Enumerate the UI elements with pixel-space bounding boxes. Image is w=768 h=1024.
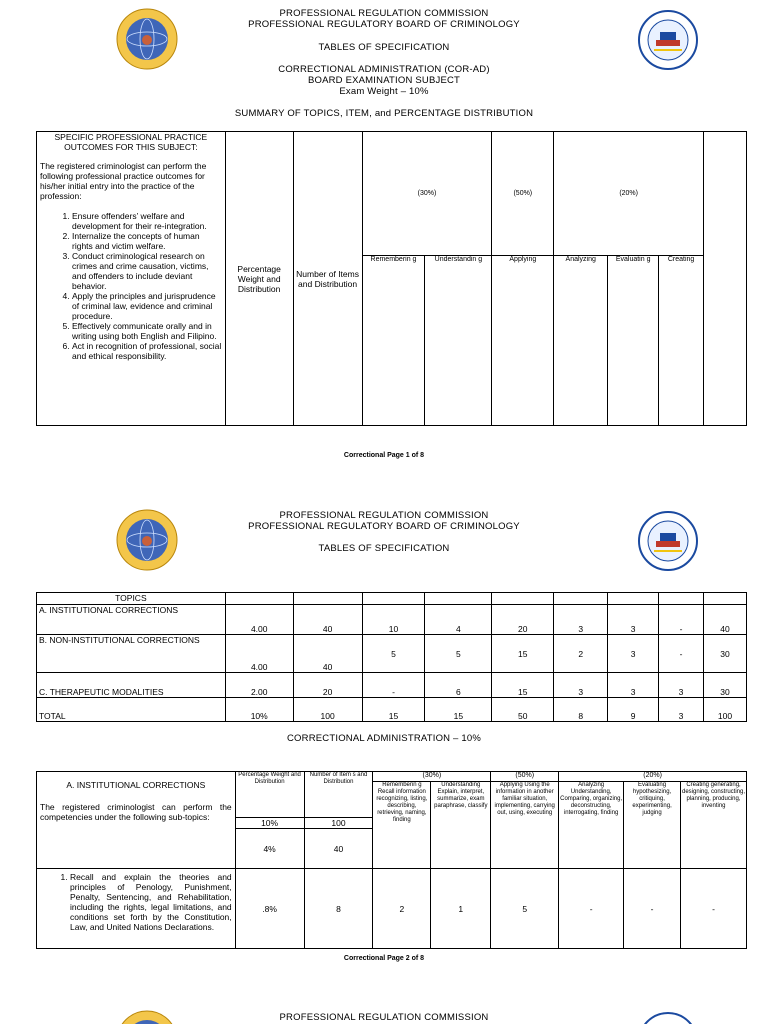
topic-name: A. INSTITUTIONAL CORRECTIONS bbox=[37, 605, 226, 635]
items-sub: 40 bbox=[304, 829, 373, 869]
competency-item: 1. Recall and explain the theories and principles of Penology, Punishment, Penalty, Sentencing, and Rehabilitation, including the rights, legal limitations, and conditions set forth by the Constitution, Law, and United Nations Declarations. bbox=[70, 872, 232, 932]
page-footer-2: Correctional Page 2 of 8 bbox=[343, 955, 425, 962]
pct-50-header: (50%) bbox=[492, 132, 554, 256]
pct-30-header: (30%) bbox=[362, 132, 492, 256]
competency-remembering: 2 bbox=[373, 869, 431, 949]
topic-items: 20 bbox=[293, 673, 362, 698]
topic-intro: The registered criminologist can perform the competencies under the following sub-topics: bbox=[40, 802, 232, 822]
topic-applying: 15 bbox=[492, 673, 554, 698]
outcome-item: 6. Act in recognition of professional, social and ethical responsibility. bbox=[72, 341, 222, 361]
topic-understanding: 15 bbox=[425, 698, 492, 722]
pct-30-header: (30%) bbox=[373, 772, 491, 782]
topic-understanding: 4 bbox=[425, 605, 492, 635]
doc-title: TABLES OF SPECIFICATION bbox=[318, 543, 450, 554]
topic-applying: 15 bbox=[492, 635, 554, 673]
pct-20-header: (20%) bbox=[559, 772, 747, 782]
board-name: PROFESSIONAL REGULATORY BOARD OF CRIMINOLOGY bbox=[248, 521, 520, 532]
topic-understanding: 6 bbox=[425, 673, 492, 698]
doc-title: TABLES OF SPECIFICATION bbox=[318, 42, 450, 53]
topic-weight: 4.00 bbox=[225, 605, 293, 635]
topic-items: 40 bbox=[293, 635, 362, 673]
exam-weight: Exam Weight – 10% bbox=[339, 86, 429, 97]
competency-items: 8 bbox=[304, 869, 373, 949]
topic-analyzing: 3 bbox=[554, 673, 608, 698]
weight-sub: 4% bbox=[235, 829, 304, 869]
topic-total: 30 bbox=[703, 635, 746, 673]
level-creating-desc: Creating generating, designing, constructing, planning, producing, inventing bbox=[681, 782, 747, 869]
weight-header: Percentage Weight and Distribution bbox=[225, 132, 293, 426]
topic-creating: 3 bbox=[659, 698, 704, 722]
competency-analyzing: - bbox=[559, 869, 624, 949]
outcomes-intro: The registered criminologist can perform the following professional practice outcomes for his/her initial entry into the practice of the profession: bbox=[40, 161, 207, 201]
level-analyzing-desc: Analyzing Understanding, Comparing, organizing, deconstructing, interrogating, finding bbox=[559, 782, 624, 869]
topics-header: TOPICS bbox=[37, 593, 226, 605]
topic-weight: 10% bbox=[225, 698, 293, 722]
outcomes-table bbox=[36, 131, 747, 426]
topic-remembering: 5 bbox=[362, 635, 425, 673]
topic-remembering: 10 bbox=[362, 605, 425, 635]
weight-header: Percentage Weight and Distribution bbox=[235, 772, 304, 818]
topic-creating: - bbox=[659, 605, 704, 635]
topic-applying: 50 bbox=[492, 698, 554, 722]
section-title: CORRECTIONAL ADMINISTRATION – 10% bbox=[287, 733, 481, 744]
topic-evaluating: 3 bbox=[608, 673, 659, 698]
page-footer-1: Correctional Page 1 of 8 bbox=[343, 452, 425, 459]
org-name: PROFESSIONAL REGULATION COMMISSION bbox=[279, 8, 489, 19]
level-creating: Creating bbox=[659, 256, 704, 426]
weight-total: 10% bbox=[235, 818, 304, 829]
topic-remembering: 15 bbox=[362, 698, 425, 722]
topic-creating: - bbox=[659, 635, 704, 673]
org-name: PROFESSIONAL REGULATION COMMISSION bbox=[279, 510, 489, 521]
outcome-item: 1. Ensure offenders’ welfare and development for their re-integration. bbox=[72, 211, 222, 231]
topic-analyzing: 8 bbox=[554, 698, 608, 722]
topic-name: TOTAL bbox=[37, 698, 226, 722]
topic-weight: 2.00 bbox=[225, 673, 293, 698]
level-analyzing: Analyzing bbox=[554, 256, 608, 426]
org-name: PROFESSIONAL REGULATION COMMISSION bbox=[279, 1012, 489, 1023]
summary-table bbox=[36, 592, 747, 722]
topic-total: 100 bbox=[703, 698, 746, 722]
summary-title: SUMMARY OF TOPICS, ITEM, and PERCENTAGE DISTRIBUTION bbox=[234, 108, 534, 119]
subject-type: BOARD EXAMINATION SUBJECT bbox=[307, 75, 461, 86]
pct-50-header: (50%) bbox=[491, 772, 559, 782]
outcome-item: 3. Conduct criminological research on crimes and crime causation, victims, and offenders to include deviant behavior. bbox=[72, 251, 222, 291]
level-applying: Applying bbox=[492, 256, 554, 426]
outcomes-cell bbox=[37, 132, 226, 426]
topic-name: C. THERAPEUTIC MODALITIES bbox=[37, 673, 226, 698]
competency-evaluating: - bbox=[624, 869, 681, 949]
topic-total: 30 bbox=[703, 673, 746, 698]
competency-row bbox=[37, 869, 236, 949]
topic-name: B. NON-INSTITUTIONAL CORRECTIONS bbox=[37, 635, 226, 673]
topic-heading: A. INSTITUTIONAL CORRECTIONS bbox=[66, 780, 206, 790]
level-evaluating: Evaluatin g bbox=[608, 256, 659, 426]
subject-name: CORRECTIONAL ADMINISTRATION (COR-AD) bbox=[278, 64, 490, 75]
outcomes-heading: SPECIFIC PROFESSIONAL PRACTICE OUTCOMES FOR THIS SUBJECT: bbox=[54, 132, 208, 152]
competency-creating: - bbox=[681, 869, 747, 949]
board-name: PROFESSIONAL REGULATORY BOARD OF CRIMINOLOGY bbox=[248, 19, 520, 30]
blank-cell bbox=[704, 132, 747, 426]
topic-cell bbox=[37, 772, 236, 869]
topic-items: 100 bbox=[293, 698, 362, 722]
topic-evaluating: 9 bbox=[608, 698, 659, 722]
topic-analyzing: 3 bbox=[554, 605, 608, 635]
level-understanding-desc: Understanding Explain, interpret, summarize, exam paraphrase, classify bbox=[431, 782, 491, 869]
topic-remembering: - bbox=[362, 673, 425, 698]
topic-evaluating: 3 bbox=[608, 635, 659, 673]
items-header: Number of Items and Distribution bbox=[293, 132, 362, 426]
topic-understanding: 5 bbox=[425, 635, 492, 673]
topic-weight: 4.00 bbox=[225, 635, 293, 673]
topic-creating: 3 bbox=[659, 673, 704, 698]
topic-total: 40 bbox=[703, 605, 746, 635]
level-applying-desc: Applying Using the information in another familiar situation, implementing, carrying out, using, executing bbox=[491, 782, 559, 869]
topic-analyzing: 2 bbox=[554, 635, 608, 673]
competency-understanding: 1 bbox=[431, 869, 491, 949]
outcome-item: 5. Effectively communicate orally and in writing using both English and Filipino. bbox=[72, 321, 222, 341]
level-remembering-desc: Rememberin g Recall information recognizing, listing, describing, retrieving, naming, finding bbox=[373, 782, 431, 869]
topic-items: 40 bbox=[293, 605, 362, 635]
outcome-item: 2. Internalize the concepts of human rights and victim welfare. bbox=[72, 231, 222, 251]
competency-table bbox=[36, 771, 747, 949]
level-evaluating-desc: Evaluating hypothesizing, critiquing, experimenting, judging bbox=[624, 782, 681, 869]
level-understanding: Understandin g bbox=[425, 256, 492, 426]
items-total: 100 bbox=[304, 818, 373, 829]
topic-applying: 20 bbox=[492, 605, 554, 635]
pct-20-header: (20%) bbox=[554, 132, 704, 256]
topic-evaluating: 3 bbox=[608, 605, 659, 635]
level-remembering: Rememberin g bbox=[362, 256, 425, 426]
competency-weight: .8% bbox=[235, 869, 304, 949]
competency-applying: 5 bbox=[491, 869, 559, 949]
outcome-item: 4. Apply the principles and jurisprudence of criminal law, evidence and criminal procedure. bbox=[72, 291, 222, 321]
items-header: Number of Item s and Distribution bbox=[304, 772, 373, 818]
